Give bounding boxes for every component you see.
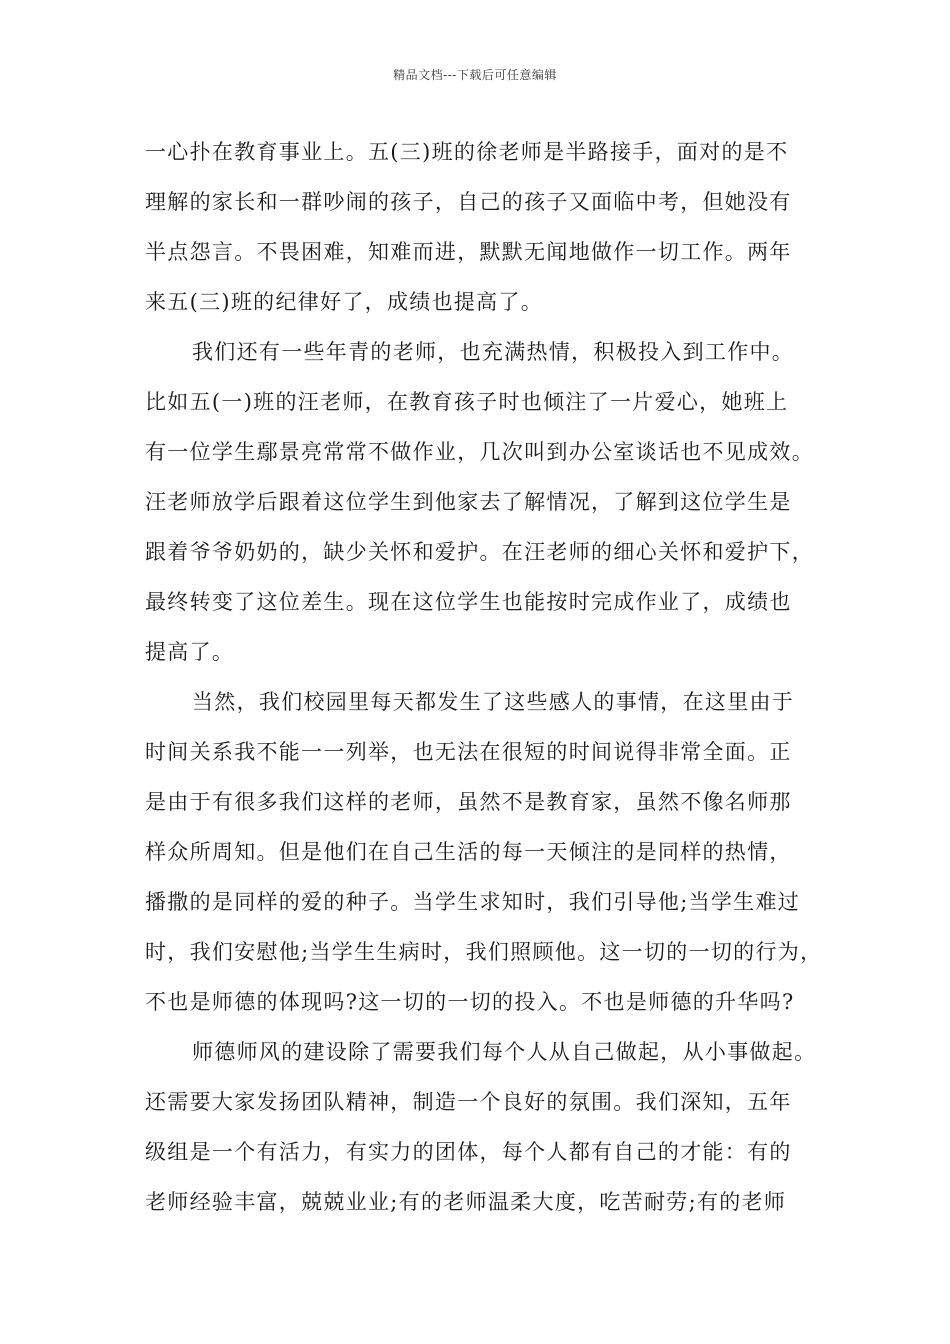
text-line: 理解的家长和一群吵闹的孩子，自己的孩子又面临中考，但她没有 <box>145 190 792 214</box>
text-line: 不也是师德的体现吗?这一切的一切的投入。不也是师德的升华吗? <box>145 990 795 1014</box>
page-header: 精品文档---下载后可任意编辑 <box>393 68 557 82</box>
text-line: 级组是一个有活力，有实力的团体，每个人都有自己的才能：有的 <box>145 1140 792 1164</box>
text-line: 还需要大家发扬团队精神，制造一个良好的氛围。我们深知，五年 <box>145 1090 792 1114</box>
text-line: 比如五(一)班的汪老师，在教育孩子时也倾注了一片爱心，她班上 <box>145 390 789 414</box>
text-line: 汪老师放学后跟着这位学生到他家去了解情况，了解到这位学生是 <box>145 490 792 514</box>
text-line: 跟着爷爷奶奶的，缺少关怀和爱护。在汪老师的细心关怀和爱护下， <box>145 540 814 564</box>
text-line: 播撒的是同样的爱的种子。当学生求知时，我们引导他;当学生难过 <box>145 890 801 914</box>
text-line: 一心扑在教育事业上。五(三)班的徐老师是半路接手，面对的是不 <box>145 140 789 164</box>
text-line: 提高了。 <box>145 640 235 664</box>
paragraph-first-line: 我们还有一些年青的老师，也充满热情，积极投入到工作中。 <box>192 340 795 364</box>
document-body <box>145 131 835 1231</box>
paragraph-first-line: 当然，我们校园里每天都发生了这些感人的事情，在这里由于 <box>192 690 795 714</box>
text-line: 来五(三)班的纪律好了，成绩也提高了。 <box>145 290 544 314</box>
text-line: 时，我们安慰他;当学生生病时，我们照顾他。这一切的一切的行为， <box>145 940 823 964</box>
text-line: 半点怨言。不畏困难，知难而进，默默无闻地做作一切工作。两年 <box>145 240 792 264</box>
paragraph-first-line: 师德师风的建设除了需要我们每个人从自己做起，从小事做起。 <box>192 1040 817 1064</box>
text-line: 最终转变了这位差生。现在这位学生也能按时完成作业了，成绩也 <box>145 590 792 614</box>
text-line: 有一位学生鄢景亮常常不做作业，几次叫到办公室谈话也不见成效。 <box>145 440 814 464</box>
text-line: 样众所周知。但是他们在自己生活的每一天倾注的是同样的热情， <box>145 840 792 864</box>
text-line: 是由于有很多我们这样的老师，虽然不是教育家，虽然不像名师那 <box>145 790 792 814</box>
text-line: 老师经验丰富，兢兢业业;有的老师温柔大度，吃苦耐劳;有的老师 <box>145 1190 787 1214</box>
text-line: 时间关系我不能一一列举，也无法在很短的时间说得非常全面。正 <box>145 740 792 764</box>
